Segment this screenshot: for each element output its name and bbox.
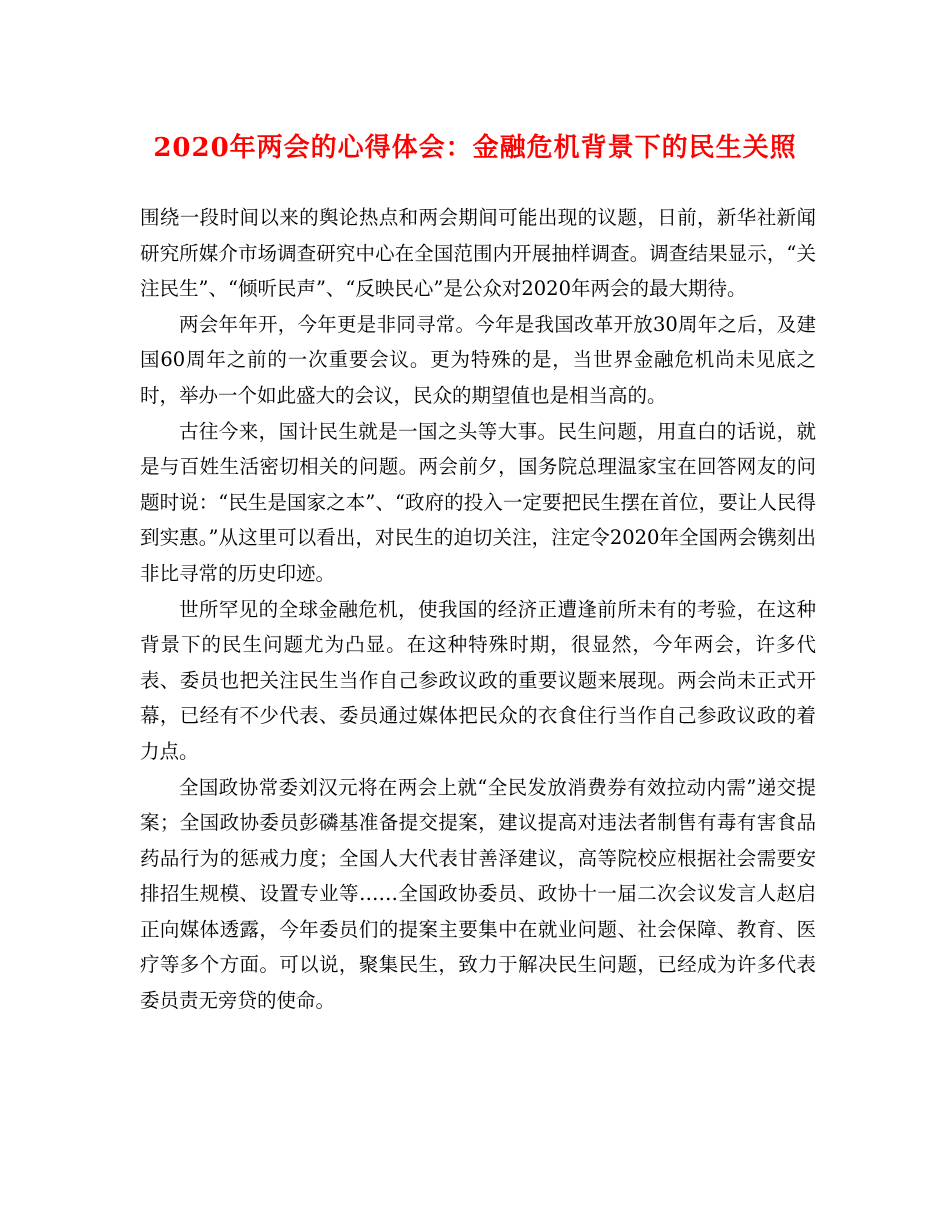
paragraph: 全国政协常委刘汉元将在两会上就“全民发放消费券有效拉动内需”递交提案；全国政协委员彭磷基准备提交提案，建议提高对违法者制售有毒有害食品药品行为的惩戒力度；全国人大代表甘善泽建议，高等院校应根据社会需要安排招生规模、设置专业等……全国政协委员、政协十一届二次会议发言人赵启正向媒体透露，今年委员们的提案主要集中在就业问题、社会保障、教育、医疗等多个方面。可以说，聚集民生，致力于解决民生问题，已经成为许多代表委员责无旁贷的使命。 bbox=[140, 775, 816, 1013]
paragraph: 两会年年开，今年更是非同寻常。今年是我国改革开放30周年之后，及建国60周年之前的一次重要会议。更为特殊的是，当世界金融危机尚未见底之时，举办一个如此盛大的会议，民众的期望值也是相当高的。 bbox=[140, 312, 816, 407]
paragraph: 围绕一段时间以来的舆论热点和两会期间可能出现的议题，日前，新华社新闻研究所媒介市场调查研究中心在全国范围内开展抽样调查。调查结果显示，“关注民生”、“倾听民声”、“反映民心”是公众对2020年两会的最大期待。 bbox=[140, 206, 816, 301]
paragraph: 世所罕见的全球金融危机，使我国的经济正遭逢前所未有的考验，在这种背景下的民生问题尤为凸显。在这种特殊时期，很显然，今年两会，许多代表、委员也把关注民生当作自己参政议政的重要议题来展现。两会尚未正式开幕，已经有不少代表、委员通过媒体把民众的衣食住行当作自己参政议政的着力点。 bbox=[140, 597, 816, 763]
document-body bbox=[140, 200, 816, 1019]
document-title: 2020年两会的心得体会：金融危机背景下的民生关照 bbox=[153, 133, 797, 163]
paragraph: 古往今来，国计民生就是一国之头等大事。民生问题，用直白的话说，就是与百姓生活密切相关的问题。两会前夕，国务院总理温家宝在回答网友的问题时说：“民生是国家之本”、“政府的投入一定要把民生摆在首位，要让人民得到实惠。”从这里可以看出，对民生的迫切关注，注定令2020年全国两会镌刻出非比寻常的历史印迹。 bbox=[140, 419, 816, 585]
